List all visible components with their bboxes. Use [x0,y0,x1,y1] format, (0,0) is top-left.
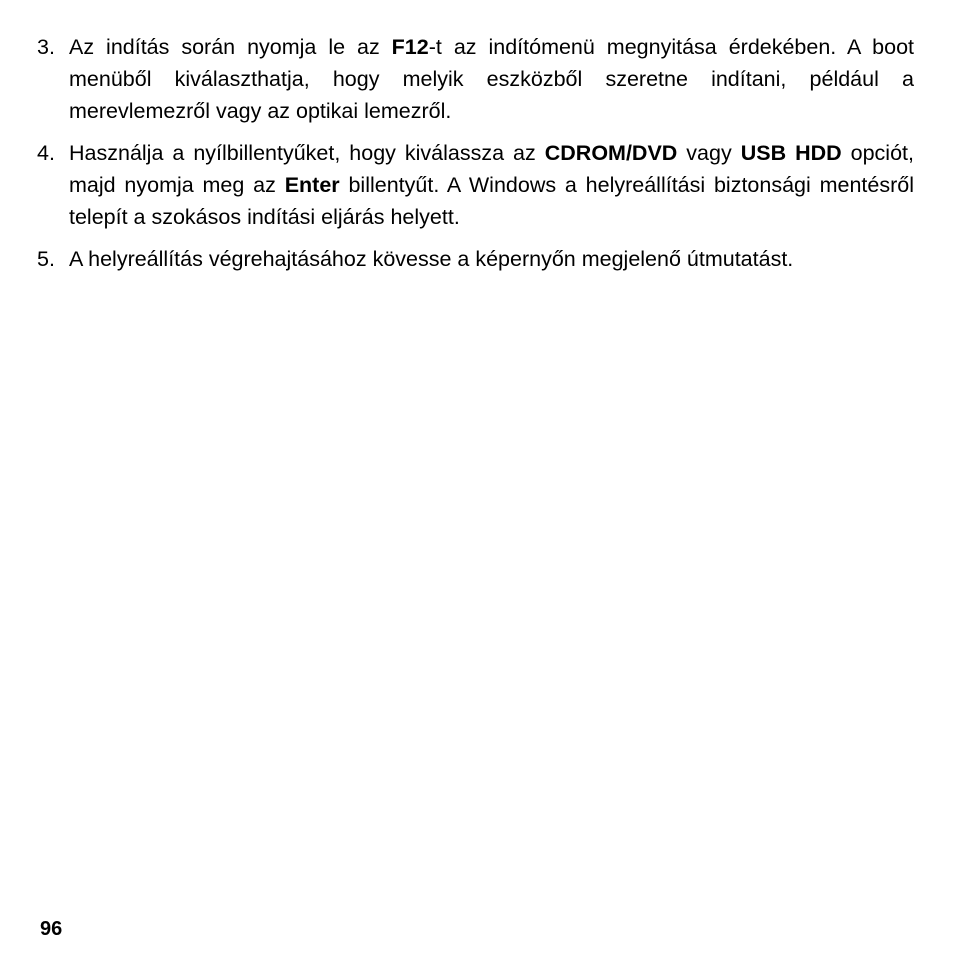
step-text [69,141,914,229]
step-text-segment: A helyreállítás végrehajtásához kövesse a képernyőn megjelenő útmutatást. [69,247,794,271]
step-number: 5. [37,247,55,271]
step-text [69,35,914,123]
step-text-segment: opciót, majd nyomja meg az [69,141,914,197]
option-name-cdrom-dvd: CDROM/DVD [544,141,678,165]
step-number: 3. [37,35,55,59]
step-text-segment: Az indítás során nyomja le az [69,35,392,59]
instruction-list [37,31,914,275]
page-body [37,31,914,285]
key-name-enter: Enter [284,173,340,197]
step-text-segment: billentyűt. A Windows a helyreállítási biztonsági mentésről telepít a szokásos indítási eljárás helyett. [69,173,914,229]
page-number: 96 [40,918,63,940]
key-name-f12: F12 [391,35,429,59]
step-number: 4. [37,141,55,165]
list-item-step-3 [37,31,914,127]
list-item-step-5 [37,243,914,275]
step-text-segment: Használja a nyílbillentyűket, hogy kiválassza az [69,141,545,165]
step-text-segment: -t az indítómenü megnyitása érdekében. A boot menüből kiválaszthatja, hogy melyik eszközből szeretne indítani, például a merevlemezről vagy az optikai lemezről. [69,35,914,123]
step-text [69,247,793,271]
step-text-segment: vagy [677,141,741,165]
list-item-step-4 [37,137,914,233]
option-name-usb-hdd: USB HDD [740,141,842,165]
